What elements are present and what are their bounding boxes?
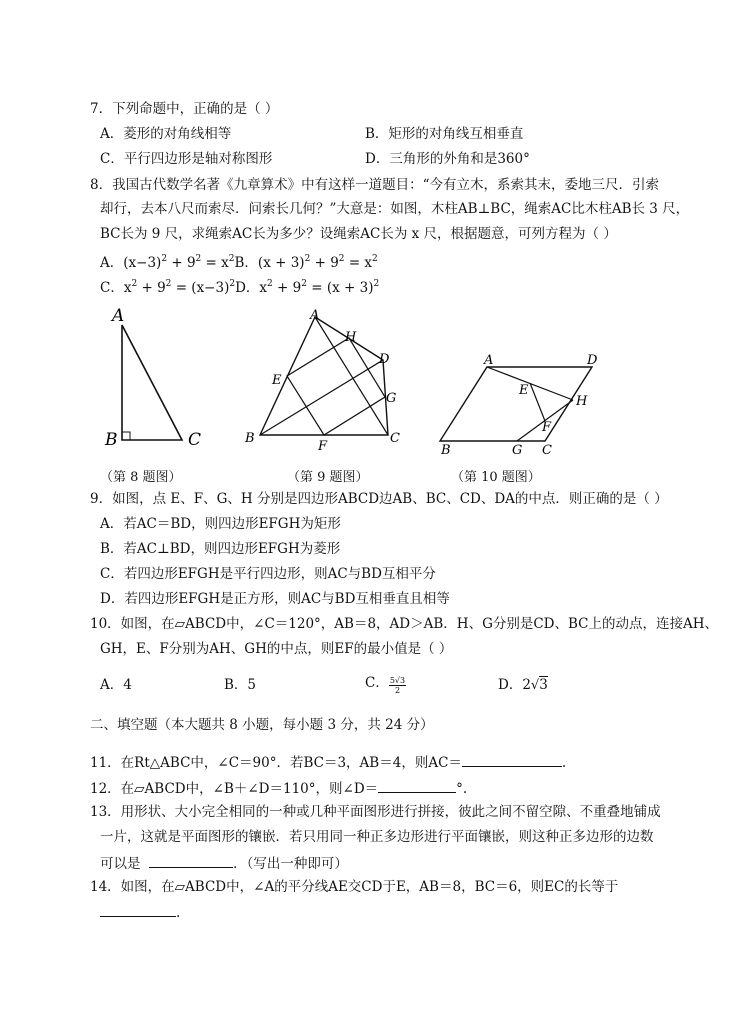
fig10-label-h: H	[576, 394, 588, 409]
q9-option-b: B．若AC⊥BD，则四边形EFGH为菱形	[100, 541, 341, 557]
q11-answer-blank[interactable]	[462, 752, 562, 767]
q10-option-b: B．5	[224, 677, 257, 693]
fig10-caption: （第 10 题图）	[451, 470, 541, 485]
fig10-label-e: E	[519, 383, 529, 398]
q9-stem: 9．如图，点 E、F、G、H 分别是四边形ABCD边AB、BC、CD、DA的中点．则正确的是（ ）	[90, 491, 668, 507]
figure-9	[238, 305, 413, 455]
q8-line-1: 8．我国古代数学名著《九章算术》中有这样一道题目：“今有立木，系索其末，委地三尺．引索	[90, 177, 659, 193]
fig8-right-angle-mark	[122, 432, 130, 440]
q8-option-c: C．$x^2 + 9^2 = (x-3)^2$	[100, 279, 236, 296]
q13-answer-blank[interactable]	[149, 853, 233, 868]
q14-line-1: 14．如图，在▱ABCD中，∠A的平分线AE交CD于E，AB＝8，BC＝6，则EC的长等于	[90, 879, 619, 895]
q7-option-a: A．菱形的对角线相等	[100, 126, 232, 142]
figure-10	[432, 345, 607, 460]
fig10-label-g: G	[512, 443, 523, 458]
fig10-label-d: D	[587, 353, 598, 368]
q8-option-d: D．$x^2 + 9^2 = (x + 3)^2$	[235, 279, 380, 296]
q14-answer-blank[interactable]	[100, 902, 176, 917]
q10-option-a: A．4	[100, 677, 132, 693]
q8-option-b: B．$(x + 3)^2 + 9^2 = x^2$	[234, 254, 378, 271]
q8-options-cd	[100, 275, 379, 297]
fig9-label-h: H	[345, 330, 357, 345]
fig10-label-a: A	[484, 353, 494, 368]
q8-line-3: BC长为 9 尺，求绳索AC长为多少？设绳索AC长为 x 尺，根据题意，可列方程为（ ）	[100, 226, 617, 242]
q7-option-d: D．三角形的外角和是360°	[365, 151, 530, 167]
section-2-heading: 二、填空题（本大题共 8 小题，每小题 3 分，共 24 分）	[90, 717, 434, 733]
q10-option-d: D．2√3	[498, 677, 548, 693]
q13-line-2: 一片，这就是平面图形的镶嵌．若只用同一种正多边形进行平面镶嵌，则这种正多边形的边数	[100, 829, 654, 845]
q7-option-c: C．平行四边形是轴对称图形	[100, 151, 273, 167]
fig8-label-c: C	[188, 430, 202, 450]
q7-option-b: B．矩形的对角线互相垂直	[365, 126, 524, 142]
q12: 12．在▱ABCD中，∠B＋∠D＝110°，则∠D＝ °.	[90, 778, 467, 798]
fig10-label-f: F	[542, 420, 552, 435]
q11: 11．在Rt△ABC中，∠C＝90°．若BC＝3，AB＝4，则AC＝ .	[90, 752, 566, 772]
q8-option-a: A．$(x-3)^2 + 9^2 = x^2$	[100, 254, 235, 271]
q8-line-2: 却行，去本八尺而索尽．问索长几何？”大意是：如图，木柱AB⊥BC，绳索AC比木柱AB长 3 尺，	[100, 201, 690, 217]
fig9-label-f: F	[318, 439, 328, 454]
q7-stem: 7．下列命题中，正确的是（ ）	[90, 101, 279, 117]
fig10-label-c: C	[542, 443, 552, 458]
figure-8	[95, 300, 215, 455]
q8-options-ab	[100, 250, 378, 272]
q14-line-2: .	[100, 902, 180, 922]
fig9-label-c: C	[390, 431, 400, 446]
q9-option-d: D．若四边形EFGH是正方形，则AC与BD互相垂直且相等	[100, 591, 450, 607]
q13-line-3: 可以是 ．（写出一种即可）	[100, 853, 348, 873]
fig10-label-b: B	[441, 443, 451, 458]
fig9-label-d: D	[379, 352, 390, 367]
q9-option-a: A．若AC＝BD，则四边形EFGH为矩形	[100, 516, 341, 532]
q9-option-c: C．若四边形EFGH是平行四边形，则AC与BD互相平分	[100, 566, 436, 582]
q13-line-1: 13．用形状、大小完全相同的一种或几种平面图形进行拼接，彼此之间不留空隙、不重叠地铺成	[90, 804, 661, 820]
q10-line-2: GH，E、F分别为AH、GH的中点，则EF的最小值是（ ）	[100, 641, 453, 657]
fig8-triangle	[122, 325, 182, 440]
fig8-label-a: A	[112, 306, 125, 326]
fig9-label-b: B	[245, 431, 255, 446]
fig9-caption: （第 9 题图）	[287, 470, 369, 485]
q10-option-c-fraction: $\frac{5√3}{2}$	[389, 676, 406, 695]
fig9-label-g: G	[386, 391, 397, 406]
q10-option-c: C． $\frac{5√3}{2}$	[365, 675, 406, 695]
fig8-label-b: B	[105, 430, 118, 450]
fig9-label-a: A	[310, 308, 320, 323]
q12-answer-blank[interactable]	[378, 778, 456, 793]
q10-line-1: 10．如图，在▱ABCD中，∠C＝120°，AB＝8，AD＞AB．H、G分别是CD、BC上的动点，连接AH、	[90, 616, 719, 632]
fig9-label-e: E	[272, 373, 282, 388]
fig8-caption: （第 8 题图）	[100, 470, 182, 485]
